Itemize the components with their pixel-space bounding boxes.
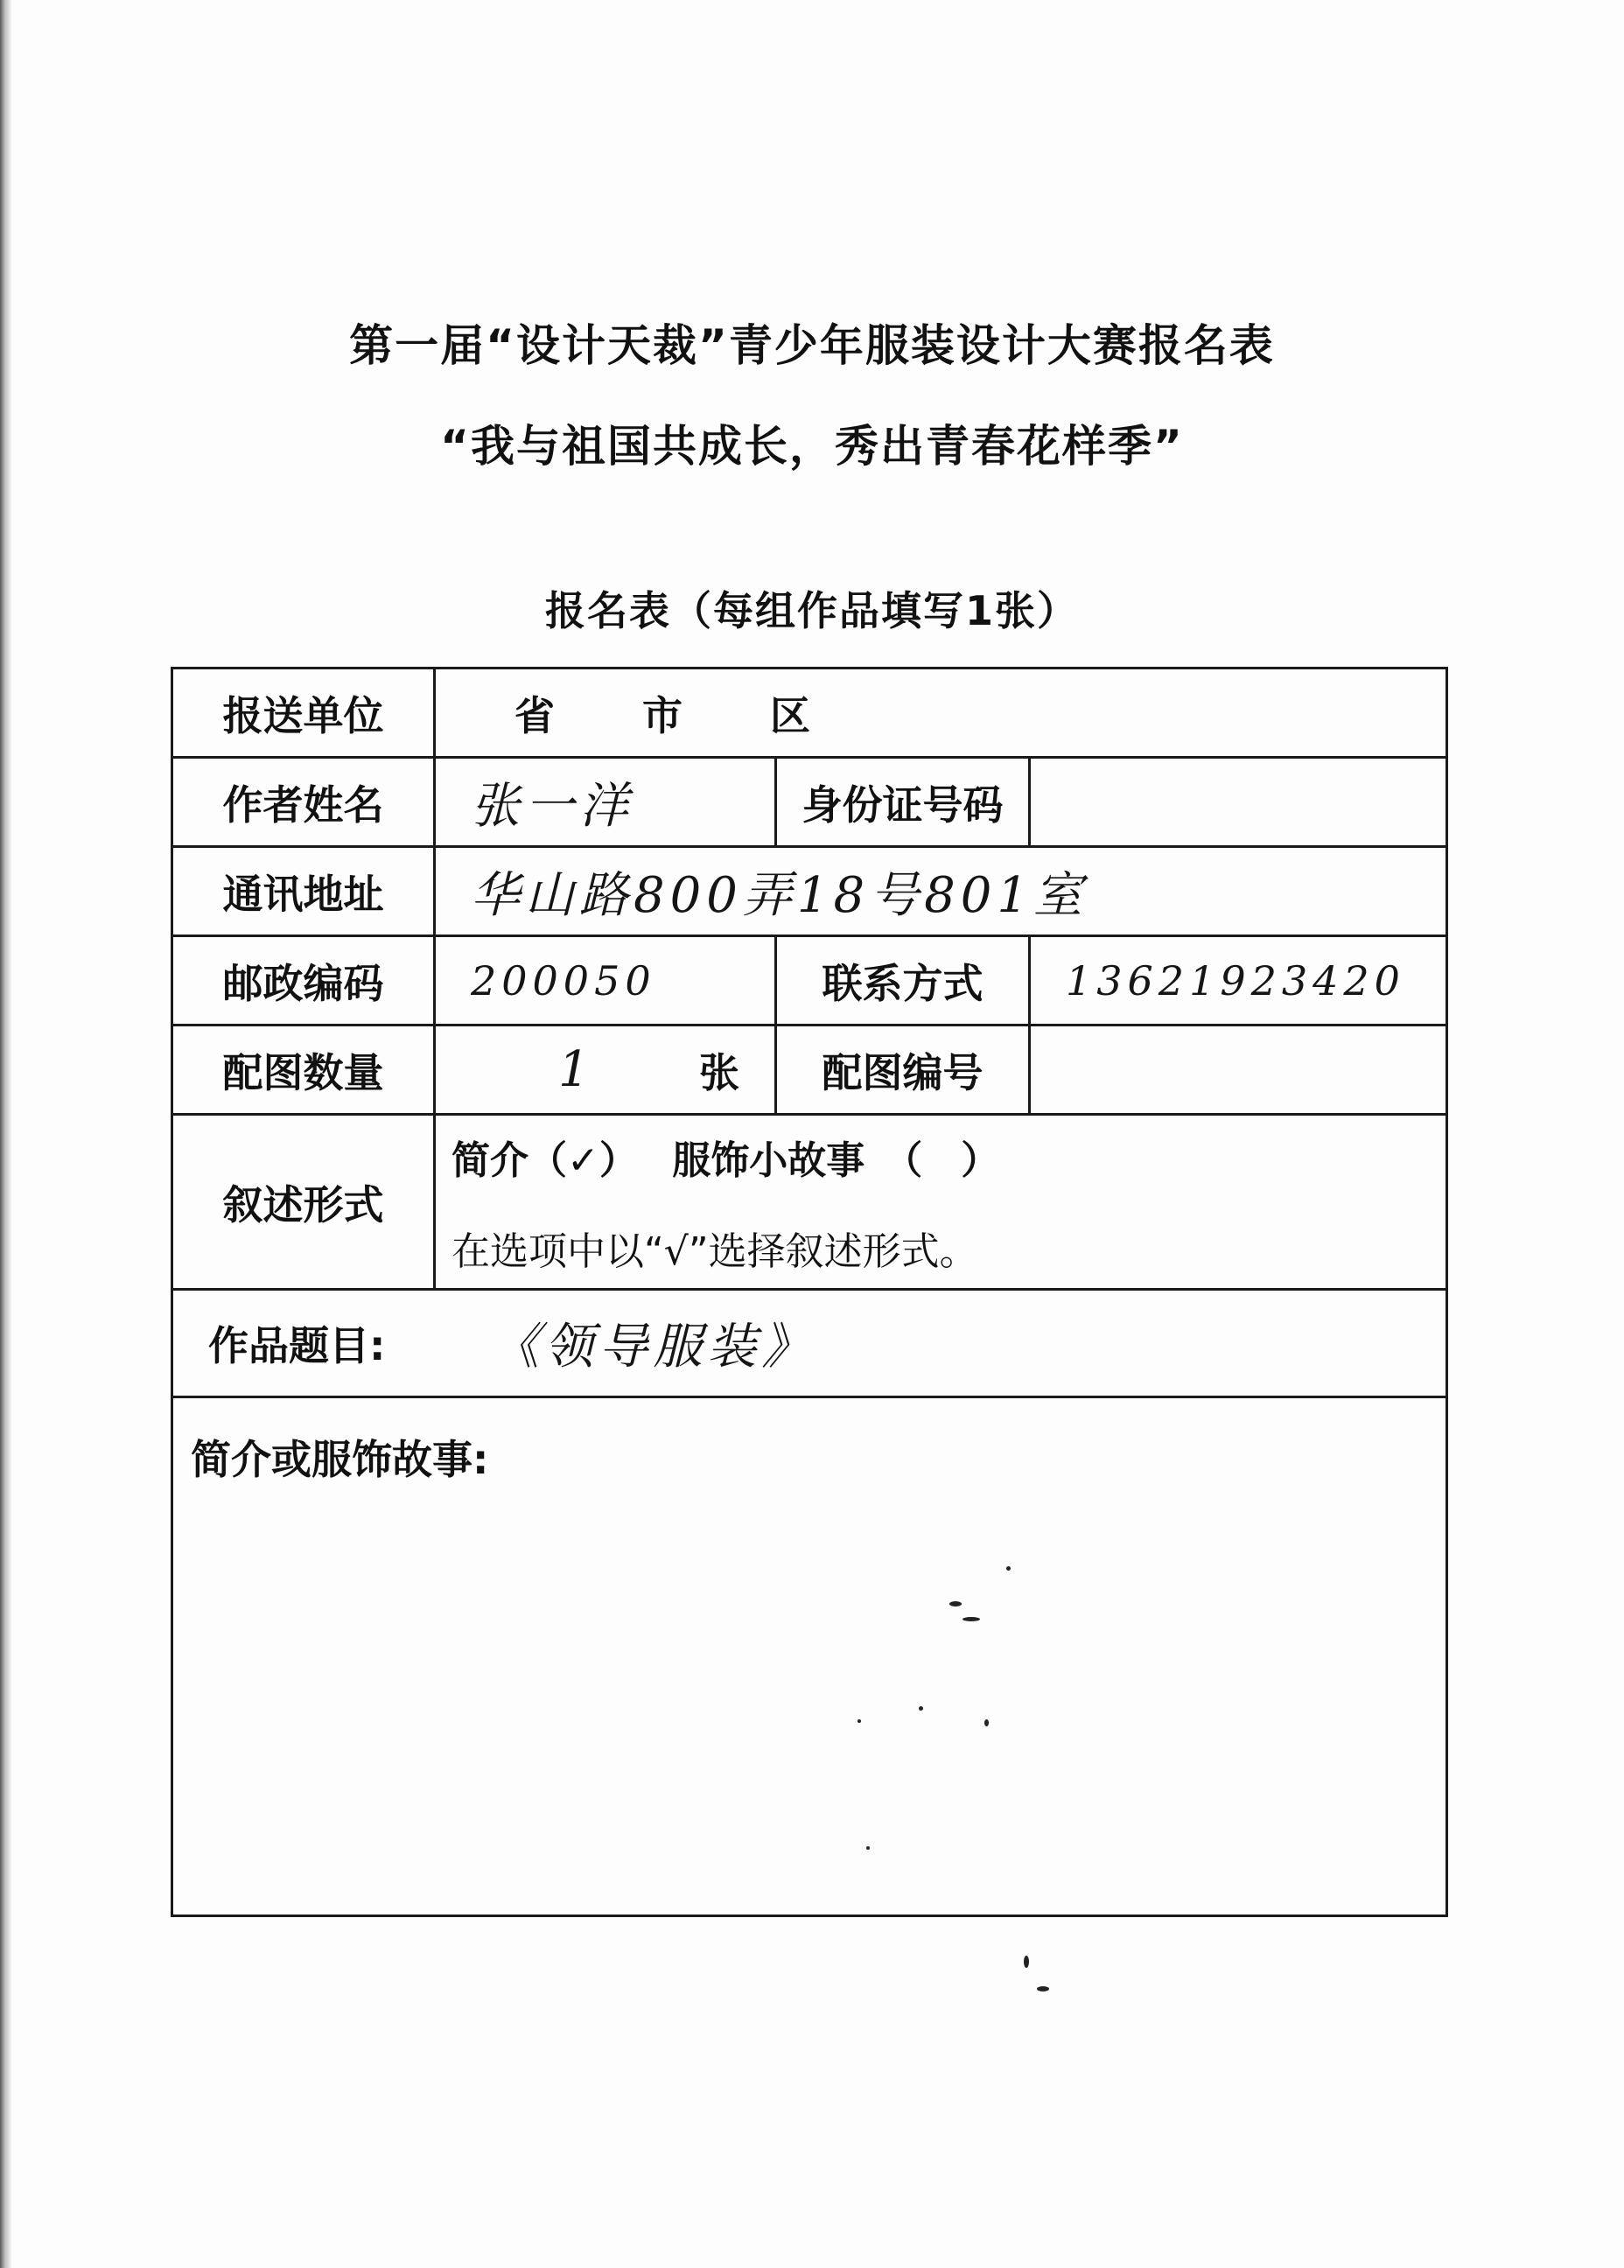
narrative-hint: 在选项中以“√”选择叙述形式。 xyxy=(452,1228,978,1274)
scan-speck xyxy=(858,1719,861,1723)
scan-speck xyxy=(919,1706,923,1711)
option-intro-checkbox[interactable]: 简介（✓） xyxy=(452,1138,638,1183)
page-title: 第一届“设计天裁”青少年服装设计大赛报名表 xyxy=(349,320,1275,371)
narrative-options xyxy=(452,1129,1020,1185)
scan-speck xyxy=(962,1617,980,1621)
pic-number-field[interactable] xyxy=(1031,1026,1446,1113)
scan-speck xyxy=(866,1846,870,1850)
unit-province: 省 xyxy=(514,691,555,739)
narrative-field xyxy=(436,1116,1446,1288)
row-introduction xyxy=(173,1398,1446,1914)
unit-label: 报送单位 xyxy=(173,669,436,756)
introduction-field[interactable] xyxy=(173,1398,1446,1914)
row-address xyxy=(173,848,1446,937)
row-postcode xyxy=(173,937,1446,1026)
scan-speck xyxy=(949,1601,962,1606)
registration-form xyxy=(171,667,1448,1917)
narrative-label: 叙述形式 xyxy=(173,1116,436,1288)
row-narrative xyxy=(173,1116,1446,1291)
scan-speck xyxy=(1024,1956,1029,1968)
author-field[interactable]: 张一洋 xyxy=(436,759,777,845)
pic-count-field[interactable] xyxy=(436,1026,777,1113)
work-title-label: 作品题目: xyxy=(208,1322,386,1369)
option-story-checkbox[interactable]: 服饰小故事 （ ） xyxy=(672,1138,1000,1183)
pic-count-value: 1 xyxy=(558,1041,595,1098)
id-label: 身份证号码 xyxy=(777,759,1031,845)
row-submitting-unit xyxy=(173,669,1446,759)
id-field[interactable] xyxy=(1031,759,1446,845)
contact-label: 联系方式 xyxy=(777,937,1031,1024)
work-title-field[interactable] xyxy=(173,1291,1446,1396)
work-title-value: 《领导服装》 xyxy=(490,1319,816,1376)
form-title: 报名表（每组作品填写1张） xyxy=(544,587,1079,634)
contact-field[interactable]: 13621923420 xyxy=(1066,956,1405,1004)
pic-count-label: 配图数量 xyxy=(173,1026,436,1113)
scan-speck xyxy=(1037,1986,1049,1992)
row-author xyxy=(173,759,1446,848)
unit-city: 市 xyxy=(642,691,682,739)
scan-speck xyxy=(984,1719,989,1726)
author-label: 作者姓名 xyxy=(173,759,436,845)
row-work-title xyxy=(173,1291,1446,1398)
unit-district: 区 xyxy=(770,691,810,739)
address-label: 通讯地址 xyxy=(173,848,436,934)
postcode-field[interactable]: 200050 xyxy=(436,937,777,1024)
slogan: “我与祖国共成长，秀出青春花样季” xyxy=(440,421,1184,472)
pic-number-label: 配图编号 xyxy=(777,1026,1031,1113)
address-field[interactable]: 华山路800弄18号801室 xyxy=(471,866,1088,924)
postcode-label: 邮政编码 xyxy=(173,937,436,1024)
row-picture-count xyxy=(173,1026,1446,1116)
pic-count-unit: 张 xyxy=(699,1048,739,1096)
unit-field[interactable] xyxy=(436,669,1446,756)
introduction-label: 简介或服饰故事: xyxy=(191,1436,489,1483)
scan-speck xyxy=(1006,1566,1011,1571)
